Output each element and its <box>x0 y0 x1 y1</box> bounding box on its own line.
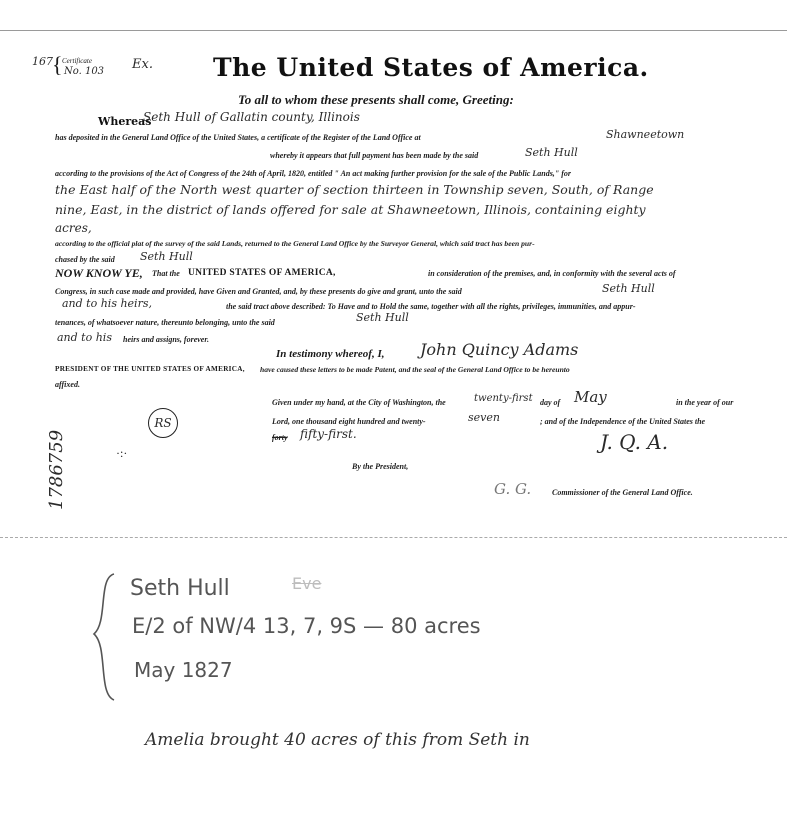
given-year: seven <box>468 411 500 424</box>
by-the-president: By the President, <box>352 462 409 471</box>
notes-brace <box>88 572 118 702</box>
know-line-1c: in consideration of the premises, and, in conformity with the several acts of <box>428 269 676 278</box>
body-line-3: whereby it appears that full payment has been made by the said <box>270 151 479 160</box>
given-line-1c: in the year of our <box>676 398 734 407</box>
survey-line-2: chased by the said <box>55 255 115 264</box>
purchaser-name: Seth Hull <box>140 250 193 263</box>
testimony-line-3: affixed. <box>55 380 80 389</box>
bottom-rule <box>0 537 787 538</box>
know-line-1a: That the <box>152 269 180 278</box>
given-independence-year: fifty-first. <box>300 427 357 441</box>
given-line-1b: day of <box>540 398 561 407</box>
certificate-number: No. 103 <box>64 66 105 77</box>
given-month: May <box>574 388 607 406</box>
united-states-caps: UNITED STATES OF AMERICA, <box>188 268 336 278</box>
commissioner-signature: G. G. <box>494 480 532 498</box>
certificate-top-number: 167 <box>32 55 53 68</box>
body-line-4: according to the provisions of the Act of Congress of the 24th of April, 1820, entitled " An act making further provision for the sale of the Public Lands," for <box>55 169 572 178</box>
grantee-name-2: Seth Hull <box>356 311 409 324</box>
note-bottom: Amelia brought 40 acres of this from Seth in <box>145 730 530 750</box>
top-rule <box>0 30 787 31</box>
dots-mark: ·:· <box>116 446 128 460</box>
commissioner-title: Commissioner of the General Land Office. <box>552 488 693 497</box>
land-description-2: nine, East, in the district of lands offered for sale at Shawneetown, Illinois, containing eighty <box>55 202 646 217</box>
note-legal-description: E/2 of NW/4 13, 7, 9S — 80 acres <box>132 614 481 638</box>
know-line-5: heirs and assigns, forever. <box>123 335 210 344</box>
testimony-line-2: have caused these letters to be made Patent, and the seal of the General Land Office to be hereunto <box>260 365 570 374</box>
given-line-2b: ; and of the Independence of the United States the <box>540 417 706 426</box>
testimony-intro: In testimony whereof, I, <box>276 348 385 360</box>
given-day: twenty-first <box>474 393 533 404</box>
certificate-label: Certificate <box>62 57 92 65</box>
given-line-1: Given under my hand, at the City of Washington, the <box>272 398 446 407</box>
know-line-4: tenances, of whatsoever nature, thereunto belonging, unto the said <box>55 318 275 327</box>
greeting: To all to whom these presents shall come, Greeting: <box>238 92 514 107</box>
body-line-2: has deposited in the General Land Office of the United States, a certificate of the Register of the Land Office at <box>55 133 421 142</box>
given-line-2: Lord, one thousand eight hundred and twenty- <box>272 417 426 426</box>
grantee-name: Seth Hull <box>602 282 655 295</box>
land-office-name: Shawneetown <box>606 128 685 141</box>
know-line-3: the said tract above described: To Have and to Hold the same, together with all the rights, privileges, immunities, and appur- <box>226 302 636 311</box>
certificate-brace: { <box>52 52 63 77</box>
now-know-ye: NOW KNOW YE, <box>55 266 143 280</box>
note-grantee: Seth Hull <box>130 576 230 601</box>
heirs-clause-2: and to his <box>57 331 112 344</box>
note-date: May 1827 <box>134 658 233 682</box>
president-initials: J. Q. A. <box>600 430 669 454</box>
whereas-word: Whereas <box>98 115 152 128</box>
land-description-1: the East half of the North west quarter of section thirteen in Township seven, South, of Range <box>55 182 654 197</box>
note-faint-word: Eve <box>292 574 322 593</box>
heirs-clause: and to his heirs, <box>62 297 152 310</box>
ex-mark: Ex. <box>132 57 153 72</box>
land-description-3: acres, <box>55 221 92 235</box>
serial-number: 1786759 <box>46 429 67 510</box>
payer-name: Seth Hull <box>525 146 578 159</box>
survey-line-1: according to the official plat of the survey of the said Lands, returned to the General Land Office by the Surveyor General, which said tract has been pur- <box>55 239 535 248</box>
document-title: The United States of America. <box>213 53 649 82</box>
rs-stamp: RS <box>148 408 178 438</box>
know-line-2: Congress, in such case made and provided, have Given and Granted, and, by these presents do give and grant, unto the said <box>55 287 462 296</box>
given-struck-word: forty <box>272 433 288 442</box>
president-name: John Quincy Adams <box>420 340 579 359</box>
president-title: PRESIDENT OF THE UNITED STATES OF AMERICA, <box>55 365 245 373</box>
whereas-grantee: Seth Hull of Gallatin county, Illinois <box>143 110 360 124</box>
